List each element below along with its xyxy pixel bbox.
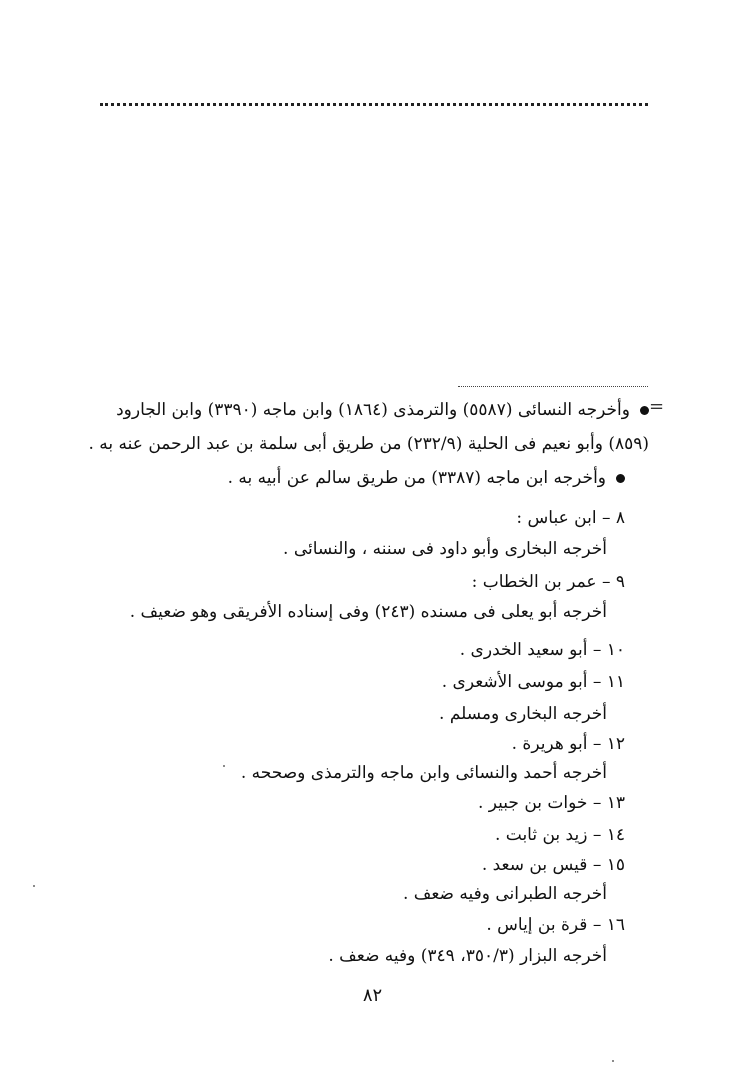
- scan-speck: [612, 1060, 614, 1062]
- footnote-line: [0, 432, 745, 456]
- list-item: [0, 506, 745, 530]
- line-text: أخرجه أبو يعلى فى مسنده (٢٤٣) وفى إسناده الأفريقى وهو ضعيف .: [129, 602, 607, 622]
- list-item-detail: [0, 944, 745, 968]
- line-text: وأخرجه النسائى (٥٥٨٧) والترمذى (١٨٦٤) وابن ماجه (٣٣٩٠) وابن الجارود: [116, 400, 630, 420]
- line-text: أخرجه الطبرانى وفيه ضعف .: [402, 884, 607, 904]
- line-text: أخرجه البخارى ومسلم .: [439, 704, 607, 724]
- scan-speck: [223, 765, 225, 767]
- line-text: ١٥ – قيس بن سعد .: [481, 855, 625, 875]
- bullet-icon: [616, 474, 625, 483]
- list-item: [0, 823, 745, 847]
- list-item: [0, 732, 745, 756]
- footnote-line: [0, 398, 745, 422]
- line-text: أخرجه البخارى وأبو داود فى سننه ، والنسائى .: [283, 539, 607, 559]
- list-item-detail: [0, 882, 745, 906]
- list-item: [0, 670, 745, 694]
- line-text: ١٢ – أبو هريرة .: [511, 734, 625, 754]
- footnote-separator: [458, 386, 648, 387]
- line-text: ١٤ – زيد بن ثابت .: [494, 825, 625, 845]
- list-item: [0, 791, 745, 815]
- line-text: ١٦ – قرة بن إياس .: [486, 915, 625, 935]
- line-text: وأخرجه ابن ماجه (٣٣٨٧) من طريق سالم عن أبيه به .: [227, 468, 606, 488]
- list-item: [0, 638, 745, 662]
- list-item: [0, 570, 745, 594]
- list-item-detail: [0, 537, 745, 561]
- list-item-detail: [0, 600, 745, 624]
- list-item-detail: [0, 702, 745, 726]
- line-text: (٨٥٩) وأبو نعيم فى الحلية (٢٣٢/٩) من طريق أبى سلمة بن عبد الرحمن عنه به .: [88, 434, 649, 454]
- line-text: ٨ – ابن عباس :: [516, 508, 625, 528]
- page-number: ٨٢: [362, 985, 383, 1006]
- line-text: أخرجه أحمد والنسائى وابن ماجه والترمذى وصححه .: [240, 763, 607, 783]
- line-text: ١٣ – خوات بن جبير .: [477, 793, 625, 813]
- footnote-line: [0, 466, 745, 490]
- bullet-icon: [640, 406, 649, 415]
- line-text: ١٠ – أبو سعيد الخدرى .: [459, 640, 625, 660]
- list-item: [0, 853, 745, 877]
- line-text: أخرجه البزار (٣٥٠/٣، ٣٤٩) وفيه ضعف .: [328, 946, 607, 966]
- line-text: ٩ – عمر بن الخطاب :: [471, 572, 625, 592]
- footnote-continuation-marker: =: [649, 396, 665, 417]
- line-text: ١١ – أبو موسى الأشعرى .: [441, 672, 625, 692]
- list-item: [0, 913, 745, 937]
- list-item-detail: [0, 761, 745, 785]
- top-dotted-separator: [100, 103, 648, 106]
- scan-speck: [33, 885, 35, 887]
